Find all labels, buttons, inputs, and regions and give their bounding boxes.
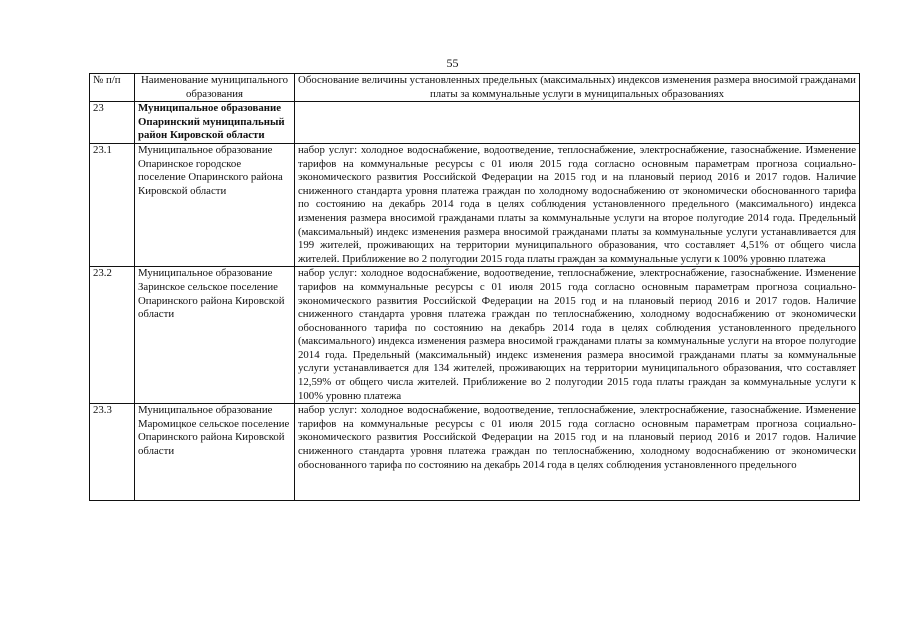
row-justification [295,102,860,144]
row-municipality: Муниципальное образование Опаринский муниципальный район Кировской области [135,102,295,144]
row-justification: набор услуг: холодное водоснабжение, водоотведение, теплоснабжение, электроснабжение, газоснабжение. Изменение тарифов на коммунальные ресурсы с 01 июля 2015 года согласно основным параметрам прогноза социально-экономического развития Российской Федерации на 2015 год и на плановый период 2016 и 2017 годов. Наличие сниженного стандарта уровня платежа граждан по теплоснабжению, холодному водоснабжению от экономически обоснованного тарифа по состоянию на декабрь 2014 года в целях соблюдения установленного предельного (максимального) индекса изменения размера вносимой гражданами платы за коммунальные услуги на второе полугодие 2014 года. Предельный (максимальный) индекс изменения размера вносимой гражданами платы за коммунальные услуги устанавливается для 134 жителей, проживающих на территории муниципального образования, что составляет 12,59% от общего числа жителей. Приближение во 2 полугодии 2015 года платы граждан за коммунальные услуги к 100% уровню платежа [295,267,860,404]
header-municipality: Наименование муниципального образования [135,74,295,102]
indices-table [89,73,860,501]
row-number: 23.2 [90,267,135,404]
table-header-row [90,74,860,102]
row-justification: набор услуг: холодное водоснабжение, водоотведение, теплоснабжение, электроснабжение, газоснабжение. Изменение тарифов на коммунальные ресурсы с 01 июля 2015 года согласно основным параметрам прогноза социально-экономического развития Российской Федерации на 2015 год и на плановый период 2016 и 2017 годов. Наличие сниженного стандарта уровня платежа граждан по холодному водоснабжению от экономически обоснованного тарифа по состоянию на декабрь 2014 года в целях соблюдения установленного предельного (максимального) индекса изменения размера вносимой гражданами платы за коммунальные услуги на второе полугодие 2014 года. Предельный (максимальный) индекс изменения размера вносимой гражданами платы за коммунальные услуги устанавливается для 199 жителей, проживающих на территории муниципального образования, что составляет 4,51% от общего числа жителей. Приближение во 2 полугодии 2015 года платы граждан за коммунальные услуги к 100% уровню платежа [295,143,860,266]
row-municipality: Муниципальное образование Заринское сельское поселение Опаринского района Кировской области [135,267,295,404]
table-row [90,404,860,501]
row-justification: набор услуг: холодное водоснабжение, водоотведение, теплоснабжение, электроснабжение, газоснабжение. Изменение тарифов на коммунальные ресурсы с 01 июля 2015 года согласно основным параметрам прогноза социально-экономического развития Российской Федерации на 2015 год и на плановый период 2016 и 2017 годов. Наличие сниженного стандарта уровня платежа граждан по теплоснабжению, холодному водоснабжению от экономически обоснованного тарифа по состоянию на декабрь 2014 года в целях соблюдения установленного предельного [298,404,856,471]
row-number: 23.1 [90,143,135,266]
page-number: 55 [446,56,459,70]
row-number: 23 [90,102,135,144]
row-municipality: Муниципальное образование Маромицкое сельское поселение Опаринского района Кировской области [138,404,290,458]
row-municipality: Муниципальное образование Опаринское городское поселение Опаринского района Кировской области [135,143,295,266]
table-row [90,143,860,266]
header-justification: Обоснование величины установленных предельных (максимальных) индексов изменения размера вносимой гражданами платы за коммунальные услуги в муниципальных образованиях [295,74,860,102]
table-row [90,267,860,404]
row-number: 23.3 [93,404,112,417]
header-number: № п/п [90,74,135,102]
table-row [90,102,860,144]
